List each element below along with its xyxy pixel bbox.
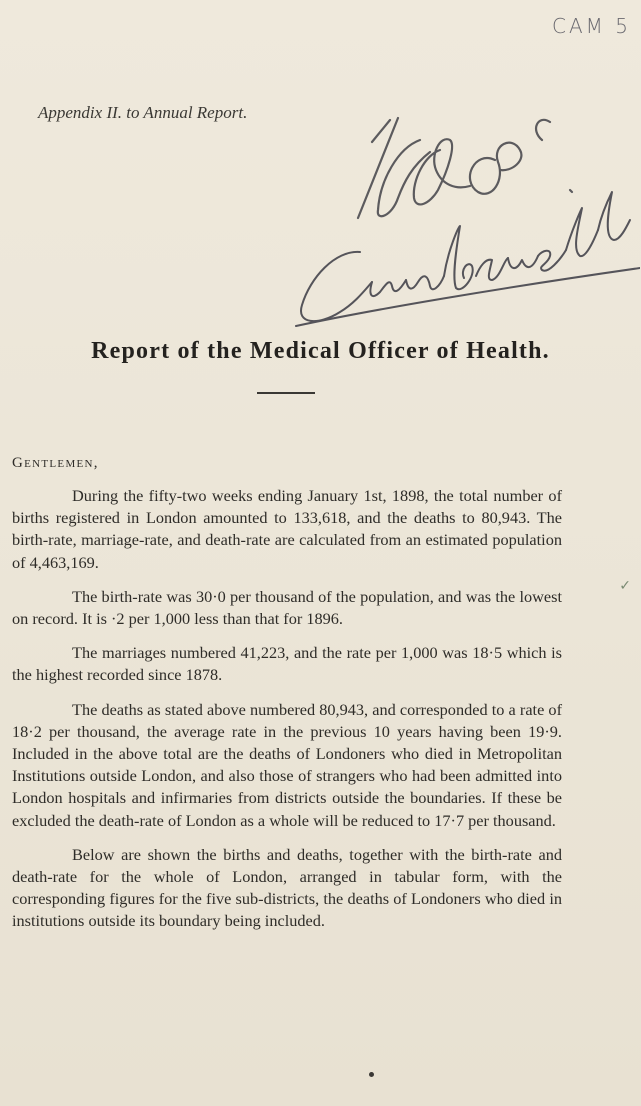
handwritten-place [296, 192, 640, 326]
report-title: Report of the Medical Officer of Health. [91, 338, 550, 364]
salutation: Gentlemen, [12, 455, 99, 471]
paragraph-death-rate: The deaths as stated above numbered 80,943, and corresponded to a rate of 18·2 per thousand, the average rate in the previous 10 years having been 19·9. Included in the above total are the deaths of Londoners who died in Metropolitan Institutions outside London, and also those of strangers who had been admitted into London hospitals and infirmaries from districts outside the boundaries. If these be excluded the death-rate of London as a whole will be reduced to 17·7 per thousand. [12, 699, 562, 830]
handwritten-annotation [280, 100, 640, 340]
paragraph-marriages: The marriages numbered 41,223, and the rate per 1,000 was 18·5 which is the highest recorded since 1878. [12, 643, 562, 685]
appendix-heading: Appendix II. to Annual Report. [38, 103, 248, 122]
ink-speck [369, 1072, 374, 1077]
handwritten-year [358, 118, 572, 218]
report-body [12, 485, 562, 945]
paragraph-birth-rate: The birth-rate was 30·0 per thousand of the population, and was the lowest on record. It is ·2 per 1,000 less than that for 1896. [12, 586, 562, 629]
paragraph-births-deaths: During the fifty-two weeks ending January 1st, 1898, the total number of births registered in London amounted to 133,618, and the deaths to 80,943. The birth-rate, marriage-rate, and death-rate are calculated from an estimated population of 4,463,169. [12, 486, 562, 572]
title-divider [257, 392, 315, 394]
paragraph-tabular-intro: Below are shown the births and deaths, together with the birth-rate and death-rate for the whole of London, arranged in tabular form, with the corresponding figures for the five sub-districts, the deaths of Londoners who died in institutions outside its boundary being included. [12, 844, 562, 931]
margin-mark: ✓ [619, 578, 631, 594]
archive-reference-mark: CAM 5 [552, 14, 631, 38]
